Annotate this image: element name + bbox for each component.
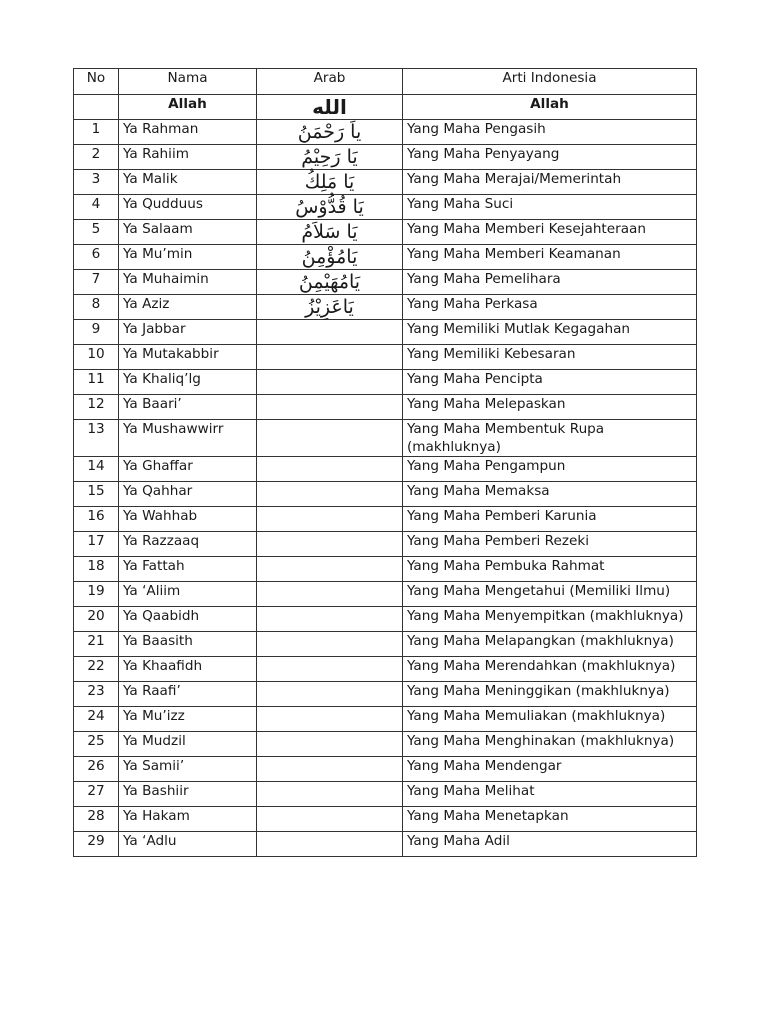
cell-arti: Allah xyxy=(403,95,697,120)
table-row xyxy=(74,657,697,682)
table-row xyxy=(74,270,697,295)
cell-arti: Yang Maha Adil xyxy=(403,832,697,857)
cell-nama: Ya Razzaaq xyxy=(119,532,257,557)
cell-arti: Yang Maha Merajai/Memerintah xyxy=(403,170,697,195)
table-row xyxy=(74,682,697,707)
table-row xyxy=(74,420,697,457)
cell-nama: Ya Salaam xyxy=(119,220,257,245)
cell-nama: Ya Qudduus xyxy=(119,195,257,220)
cell-arab xyxy=(257,682,403,707)
cell-arti: Yang Maha Perkasa xyxy=(403,295,697,320)
table-row xyxy=(74,507,697,532)
cell-nama: Ya Bashiir xyxy=(119,782,257,807)
cell-arab: الله xyxy=(257,95,403,120)
cell-no: 22 xyxy=(74,657,119,682)
cell-no: 26 xyxy=(74,757,119,782)
cell-no: 9 xyxy=(74,320,119,345)
table-row xyxy=(74,370,697,395)
cell-arab xyxy=(257,632,403,657)
cell-nama: Ya Rahiim xyxy=(119,145,257,170)
cell-arti: Yang Maha Memaksa xyxy=(403,482,697,507)
table-row xyxy=(74,557,697,582)
header-nama: Nama xyxy=(119,69,257,95)
cell-arab: يَا مَلِكُ xyxy=(257,170,403,195)
cell-arab xyxy=(257,582,403,607)
cell-no: 15 xyxy=(74,482,119,507)
cell-arti: Yang Maha Pemberi Karunia xyxy=(403,507,697,532)
table-row xyxy=(74,457,697,482)
cell-no: 12 xyxy=(74,395,119,420)
cell-arti: Yang Maha Pengasih xyxy=(403,120,697,145)
cell-no: 11 xyxy=(74,370,119,395)
cell-arab xyxy=(257,782,403,807)
cell-arti: Yang Maha Melapangkan (makhluknya) xyxy=(403,632,697,657)
cell-no: 20 xyxy=(74,607,119,632)
table-row xyxy=(74,582,697,607)
cell-arab: يَا سَلاَمُ xyxy=(257,220,403,245)
table-row xyxy=(74,145,697,170)
cell-arab xyxy=(257,607,403,632)
cell-no: 6 xyxy=(74,245,119,270)
table-row xyxy=(74,782,697,807)
table-row xyxy=(74,120,697,145)
table-row xyxy=(74,220,697,245)
cell-arti: Yang Maha Pemelihara xyxy=(403,270,697,295)
table-row xyxy=(74,295,697,320)
cell-arab: يَا رَحِيْمُ xyxy=(257,145,403,170)
cell-nama: Ya Mudzil xyxy=(119,732,257,757)
cell-arab xyxy=(257,420,403,457)
cell-arti: Yang Maha Memuliakan (makhluknya) xyxy=(403,707,697,732)
cell-arab xyxy=(257,395,403,420)
cell-arab: يَامُهَيْمِنُ xyxy=(257,270,403,295)
cell-nama: Ya Mu’izz xyxy=(119,707,257,732)
cell-no: 18 xyxy=(74,557,119,582)
cell-arab xyxy=(257,832,403,857)
cell-nama: Ya Raafi’ xyxy=(119,682,257,707)
cell-nama: Ya Malik xyxy=(119,170,257,195)
cell-no: 5 xyxy=(74,220,119,245)
cell-nama: Ya Jabbar xyxy=(119,320,257,345)
cell-arab xyxy=(257,320,403,345)
cell-nama: Ya Khaliq’lg xyxy=(119,370,257,395)
cell-no: 14 xyxy=(74,457,119,482)
cell-no: 1 xyxy=(74,120,119,145)
cell-no: 29 xyxy=(74,832,119,857)
cell-arab: يَامُؤْمِنُ xyxy=(257,245,403,270)
cell-nama: Ya Wahhab xyxy=(119,507,257,532)
cell-arab xyxy=(257,757,403,782)
cell-nama: Ya Baari’ xyxy=(119,395,257,420)
cell-nama: Ya Mutakabbir xyxy=(119,345,257,370)
cell-nama: Ya ‘Adlu xyxy=(119,832,257,857)
table-row xyxy=(74,707,697,732)
cell-arti: Yang Maha Memberi Keamanan xyxy=(403,245,697,270)
cell-arti: Yang Maha Pemberi Rezeki xyxy=(403,532,697,557)
cell-no: 3 xyxy=(74,170,119,195)
cell-nama: Ya Hakam xyxy=(119,807,257,832)
header-arti: Arti Indonesia xyxy=(403,69,697,95)
cell-nama: Ya Samii’ xyxy=(119,757,257,782)
table-row xyxy=(74,832,697,857)
table-row xyxy=(74,532,697,557)
cell-arti: Yang Maha Penyayang xyxy=(403,145,697,170)
cell-nama: Ya Ghaffar xyxy=(119,457,257,482)
table-row xyxy=(74,757,697,782)
allah-row xyxy=(74,95,697,120)
cell-arab xyxy=(257,482,403,507)
cell-nama: Ya Rahman xyxy=(119,120,257,145)
cell-arti: Yang Maha Menyempitkan (makhluknya) xyxy=(403,607,697,632)
table-row xyxy=(74,245,697,270)
cell-nama: Ya Khaafidh xyxy=(119,657,257,682)
cell-arab xyxy=(257,707,403,732)
cell-arab xyxy=(257,345,403,370)
cell-nama: Ya Muhaimin xyxy=(119,270,257,295)
cell-arti: Yang Maha Suci xyxy=(403,195,697,220)
cell-arab: ياَ رَحْمَنُ xyxy=(257,120,403,145)
table-row xyxy=(74,170,697,195)
cell-arab xyxy=(257,657,403,682)
table-row xyxy=(74,807,697,832)
cell-arti: Yang Maha Melihat xyxy=(403,782,697,807)
cell-nama: Ya Mu’min xyxy=(119,245,257,270)
cell-no: 7 xyxy=(74,270,119,295)
cell-arti: Yang Memiliki Kebesaran xyxy=(403,345,697,370)
cell-nama: Ya Qahhar xyxy=(119,482,257,507)
cell-arti: Yang Maha Menetapkan xyxy=(403,807,697,832)
header-arab: Arab xyxy=(257,69,403,95)
table-row xyxy=(74,632,697,657)
cell-arti: Yang Maha Merendahkan (makhluknya) xyxy=(403,657,697,682)
cell-nama: Ya Fattah xyxy=(119,557,257,582)
cell-arab: يَا قُدُّوْسُ xyxy=(257,195,403,220)
cell-arab xyxy=(257,557,403,582)
cell-arti: Yang Memiliki Mutlak Kegagahan xyxy=(403,320,697,345)
cell-nama: Ya ‘Aliim xyxy=(119,582,257,607)
cell-arti: Yang Maha Mengetahui (Memiliki Ilmu) xyxy=(403,582,697,607)
table-row xyxy=(74,732,697,757)
cell-arab xyxy=(257,732,403,757)
cell-nama: Ya Baasith xyxy=(119,632,257,657)
cell-nama: Allah xyxy=(119,95,257,120)
cell-arti: Yang Maha Pencipta xyxy=(403,370,697,395)
cell-arti: Yang Maha Pengampun xyxy=(403,457,697,482)
cell-nama: Ya Aziz xyxy=(119,295,257,320)
cell-no: 19 xyxy=(74,582,119,607)
cell-no: 23 xyxy=(74,682,119,707)
cell-arab xyxy=(257,370,403,395)
cell-arti: Yang Maha Menghinakan (makhluknya) xyxy=(403,732,697,757)
cell-no: 17 xyxy=(74,532,119,557)
cell-nama: Ya Mushawwirr xyxy=(119,420,257,457)
table-row xyxy=(74,607,697,632)
cell-no: 10 xyxy=(74,345,119,370)
cell-no: 24 xyxy=(74,707,119,732)
cell-nama: Ya Qaabidh xyxy=(119,607,257,632)
cell-no: 27 xyxy=(74,782,119,807)
cell-no: 13 xyxy=(74,420,119,457)
cell-arti: Yang Maha Memberi Kesejahteraan xyxy=(403,220,697,245)
cell-no: 21 xyxy=(74,632,119,657)
header-row xyxy=(74,69,697,95)
cell-arab xyxy=(257,457,403,482)
cell-arab xyxy=(257,507,403,532)
cell-no: 2 xyxy=(74,145,119,170)
table-row xyxy=(74,395,697,420)
table-row xyxy=(74,195,697,220)
cell-arab: يَاعَزِيْزُ xyxy=(257,295,403,320)
cell-no xyxy=(74,95,119,120)
cell-arti: Yang Maha Meninggikan (makhluknya) xyxy=(403,682,697,707)
cell-no: 28 xyxy=(74,807,119,832)
cell-no: 16 xyxy=(74,507,119,532)
asmaul-husna-table xyxy=(73,68,697,857)
cell-arti: Yang Maha Mendengar xyxy=(403,757,697,782)
cell-arti: Yang Maha Pembuka Rahmat xyxy=(403,557,697,582)
cell-arti: Yang Maha Melepaskan xyxy=(403,395,697,420)
table-row xyxy=(74,482,697,507)
cell-no: 8 xyxy=(74,295,119,320)
cell-arti: Yang Maha Membentuk Rupa (makhluknya) xyxy=(403,420,697,457)
cell-no: 4 xyxy=(74,195,119,220)
table-row xyxy=(74,320,697,345)
cell-no: 25 xyxy=(74,732,119,757)
cell-arab xyxy=(257,807,403,832)
table-row xyxy=(74,345,697,370)
cell-arab xyxy=(257,532,403,557)
header-no: No xyxy=(74,69,119,95)
